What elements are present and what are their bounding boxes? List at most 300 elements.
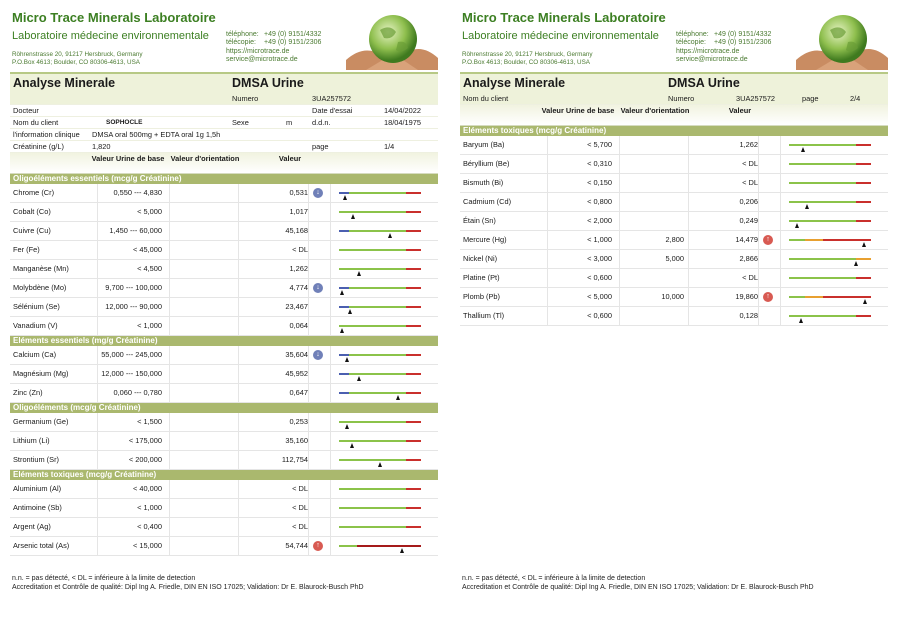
table-row — [10, 499, 438, 518]
table-row — [10, 480, 438, 499]
tel: +49 (0) 9151/4332 — [714, 31, 772, 38]
reference-range: < 1,000 — [587, 235, 612, 244]
value-marker — [345, 424, 349, 429]
value-marker — [357, 271, 361, 276]
numero-value: 3UA257572 — [736, 94, 776, 103]
reference-range: 0,550 --- 4,830 — [113, 188, 162, 197]
lab-address — [462, 51, 593, 66]
column-divider — [330, 298, 331, 316]
bar-segment — [406, 287, 421, 289]
column-divider — [780, 212, 781, 230]
element-name: Lithium (Li) — [13, 436, 50, 445]
column-headers — [460, 105, 888, 126]
reference-range: < 4,500 — [137, 264, 162, 273]
column-divider — [169, 413, 170, 431]
element-name: Cobalt (Co) — [13, 207, 51, 216]
client-name: SOPHOCLE — [106, 119, 143, 126]
column-divider — [330, 451, 331, 469]
bar-segment — [339, 230, 349, 232]
column-divider — [169, 203, 170, 221]
website-link[interactable]: https://microtrace.de — [676, 47, 740, 55]
column-divider — [169, 480, 170, 498]
bar-segment — [339, 440, 406, 442]
email-link[interactable]: service@microtrace.de — [226, 56, 298, 64]
table-row — [460, 174, 888, 193]
numero-label: Numero — [668, 94, 695, 103]
measured-value: 1,262 — [739, 140, 758, 149]
numero-label: Numero — [232, 94, 259, 103]
table-row — [460, 136, 888, 155]
column-divider — [308, 241, 309, 259]
column-divider — [758, 193, 759, 211]
measured-value: 35,604 — [285, 350, 308, 359]
measured-value: 4,774 — [289, 283, 308, 292]
column-divider — [169, 222, 170, 240]
table-row — [10, 413, 438, 432]
element-name: Baryum (Ba) — [463, 140, 505, 149]
element-name: Nickel (Ni) — [463, 254, 498, 263]
element-name: Antimoine (Sb) — [13, 503, 62, 512]
lab-subtitle: Laboratoire médecine environnementale — [462, 30, 659, 42]
globe-in-hands-logo — [796, 12, 888, 70]
column-divider — [330, 317, 331, 335]
bar-segment — [406, 268, 421, 270]
reference-range: < 40,000 — [133, 484, 162, 493]
bar-segment — [406, 306, 421, 308]
section-header: Oligoéléments essentiels (mcg/g Créatinine) — [10, 174, 438, 184]
table-row — [10, 384, 438, 403]
range-bar — [789, 315, 871, 317]
table-row — [10, 184, 438, 203]
patient-header — [10, 72, 438, 556]
orientation-value: 5,000 — [665, 254, 684, 263]
element-name: Béryllium (Be) — [463, 159, 510, 168]
fax: +49 (0) 9151/2306 — [264, 39, 322, 47]
range-bar — [789, 258, 871, 260]
range-bar — [339, 545, 421, 547]
range-bar — [339, 488, 421, 490]
range-bar — [339, 306, 421, 308]
table-row — [460, 155, 888, 174]
bar-segment — [349, 354, 406, 356]
column-divider — [308, 413, 309, 431]
element-name: Strontium (Sr) — [13, 455, 59, 464]
bar-segment — [789, 144, 856, 146]
report-page-1 — [10, 0, 450, 636]
measured-value: 45,168 — [285, 226, 308, 235]
bar-segment — [349, 230, 406, 232]
column-headers — [10, 153, 438, 174]
clinical-info-label: l'information clinique — [13, 130, 80, 139]
column-divider — [169, 518, 170, 536]
measured-value: 23,467 — [285, 302, 308, 311]
reference-range: < 0,800 — [587, 197, 612, 206]
value-marker — [862, 242, 866, 247]
column-divider — [758, 307, 759, 325]
doctor-label: Docteur — [13, 106, 39, 115]
bar-segment — [406, 459, 421, 461]
range-bar — [789, 239, 871, 241]
column-divider — [619, 193, 620, 211]
element-name: Zinc (Zn) — [13, 388, 43, 397]
measured-value: < DL — [292, 503, 308, 512]
client-label: Nom du client — [463, 94, 509, 103]
section-header: Eléments essentiels (mg/g Créatinine) — [10, 336, 438, 346]
lab-contact — [676, 31, 771, 65]
tel: +49 (0) 9151/4332 — [264, 31, 322, 38]
email-link[interactable]: service@microtrace.de — [676, 56, 748, 64]
column-divider — [169, 298, 170, 316]
range-bar — [339, 526, 421, 528]
bar-segment — [349, 373, 406, 375]
measured-value: 0,064 — [289, 321, 308, 330]
bar-segment — [339, 192, 349, 194]
reference-range: < 5,000 — [137, 207, 162, 216]
value-marker — [799, 318, 803, 323]
range-bar — [339, 268, 421, 270]
value-marker — [345, 357, 349, 362]
column-divider — [780, 155, 781, 173]
reference-range: < 0,310 — [587, 159, 612, 168]
column-divider — [169, 451, 170, 469]
column-divider — [780, 250, 781, 268]
element-name: Aluminium (Al) — [13, 484, 62, 493]
column-divider — [308, 537, 309, 555]
low-arrow-icon: ↓ — [313, 283, 323, 293]
bar-segment — [789, 201, 856, 203]
value-marker — [340, 290, 344, 295]
reference-range: < 5,000 — [587, 292, 612, 301]
column-divider — [169, 346, 170, 364]
low-arrow-icon: ↓ — [313, 188, 323, 198]
column-divider — [780, 136, 781, 154]
range-bar — [339, 192, 421, 194]
measured-value: < DL — [292, 245, 308, 254]
column-divider — [169, 241, 170, 259]
bar-segment — [856, 163, 871, 165]
column-divider — [308, 499, 309, 517]
col-value: Valeur — [278, 154, 302, 163]
bar-segment — [406, 488, 421, 490]
address-line-2: P.O.Box 4613; Boulder, CO 80306-4613, USA — [12, 58, 141, 66]
column-divider — [619, 212, 620, 230]
bar-segment — [406, 192, 421, 194]
element-name: Germanium (Ge) — [13, 417, 69, 426]
bar-segment — [856, 201, 871, 203]
client-label: Nom du client — [13, 118, 59, 127]
element-name: Argent (Ag) — [13, 522, 51, 531]
bar-segment — [406, 354, 421, 356]
range-bar — [789, 182, 871, 184]
high-arrow-icon: ↑ — [763, 235, 773, 245]
page-label: page — [312, 142, 329, 151]
measured-value: < DL — [742, 159, 758, 168]
element-name: Sélénium (Se) — [13, 302, 60, 311]
bar-segment — [789, 220, 856, 222]
bar-segment — [789, 163, 856, 165]
reference-range: < 1,000 — [137, 321, 162, 330]
table-row — [10, 317, 438, 336]
bar-segment — [349, 287, 406, 289]
bar-segment — [339, 545, 357, 547]
reference-range: < 2,000 — [587, 216, 612, 225]
table-row — [10, 298, 438, 317]
bar-segment — [789, 258, 856, 260]
bar-segment — [805, 239, 823, 241]
table-row — [460, 193, 888, 212]
bar-segment — [406, 211, 421, 213]
lab-contact — [226, 31, 321, 65]
bar-segment — [856, 258, 871, 260]
col-orientation: Valeur d'orientation — [170, 154, 240, 163]
element-name: Cuivre (Cu) — [13, 226, 51, 235]
range-bar — [339, 354, 421, 356]
value-marker — [350, 443, 354, 448]
reference-range: < 0,150 — [587, 178, 612, 187]
element-name: Vanadium (V) — [13, 321, 58, 330]
bar-segment — [406, 392, 421, 394]
reference-range: < 175,000 — [128, 436, 162, 445]
range-bar — [789, 296, 871, 298]
reference-range: < 1,000 — [137, 503, 162, 512]
column-divider — [330, 480, 331, 498]
bar-segment — [823, 296, 871, 298]
measured-value: < DL — [292, 484, 308, 493]
range-bar — [339, 287, 421, 289]
range-bar — [339, 507, 421, 509]
bar-segment — [349, 192, 406, 194]
reference-range: 12,000 --- 90,000 — [105, 302, 162, 311]
bar-segment — [406, 373, 421, 375]
column-divider — [308, 365, 309, 383]
sex-value: m — [286, 118, 293, 127]
element-name: Molybdène (Mo) — [13, 283, 67, 292]
bar-segment — [339, 325, 406, 327]
column-divider — [780, 288, 781, 306]
table-row — [10, 451, 438, 470]
element-name: Chrome (Cr) — [13, 188, 55, 197]
page-label: page — [802, 94, 819, 103]
numero-value: 3UA257572 — [312, 94, 352, 103]
reference-range: < 45,000 — [133, 245, 162, 254]
measured-value: 54,744 — [285, 541, 308, 550]
reference-range: < 200,000 — [128, 455, 162, 464]
bar-segment — [339, 526, 406, 528]
column-divider — [169, 537, 170, 555]
bar-segment — [406, 526, 421, 528]
website-link[interactable]: https://microtrace.de — [226, 47, 290, 55]
range-bar — [339, 249, 421, 251]
column-divider — [619, 174, 620, 192]
section-header: Eléments toxiques (mcg/g Créatinine) — [460, 126, 888, 136]
column-divider — [330, 346, 331, 364]
address-line-1: Röhrenstrasse 20, 91217 Hersbruck, Germany — [462, 51, 593, 58]
reference-range: < 5,700 — [587, 140, 612, 149]
table-row — [10, 222, 438, 241]
column-divider — [619, 307, 620, 325]
column-divider — [330, 184, 331, 202]
column-divider — [330, 413, 331, 431]
fax: +49 (0) 9151/2306 — [714, 39, 772, 47]
reference-range: 12,000 --- 150,000 — [101, 369, 162, 378]
reference-range: 1,450 --- 60,000 — [109, 226, 162, 235]
column-divider — [330, 365, 331, 383]
range-bar — [339, 459, 421, 461]
table-row — [10, 279, 438, 298]
column-divider — [780, 269, 781, 287]
test-name: DMSA Urine — [668, 76, 740, 90]
column-divider — [169, 384, 170, 402]
lab-subtitle: Laboratoire médecine environnementale — [12, 30, 209, 42]
col-base: Valeur Urine de base — [541, 106, 615, 115]
element-name: Mercure (Hg) — [463, 235, 507, 244]
footnote-legend: n.n. = pas détecté, < DL = inférieure à la limite de detection — [12, 575, 196, 582]
tel-label: téléphone: — [226, 31, 259, 38]
bar-segment — [789, 277, 856, 279]
value-marker — [805, 204, 809, 209]
value-marker — [378, 462, 382, 467]
reference-range: < 3,000 — [587, 254, 612, 263]
measured-value: 14,479 — [735, 235, 758, 244]
fax-label: télécopie: — [226, 39, 256, 47]
footnote-legend: n.n. = pas détecté, < DL = inférieure à la limite de detection — [462, 575, 646, 582]
value-marker — [357, 376, 361, 381]
patient-header — [460, 72, 888, 326]
element-name: Manganèse (Mn) — [13, 264, 69, 273]
col-value: Valeur — [728, 106, 752, 115]
bar-segment — [406, 421, 421, 423]
column-divider — [619, 269, 620, 287]
value-marker — [400, 548, 404, 553]
results-table — [10, 174, 438, 556]
reference-range: 9,700 --- 100,000 — [105, 283, 162, 292]
bar-segment — [349, 306, 406, 308]
footnote-accreditation: Accreditation et Contrôle de qualité: Dipl Ing A. Friedle, DIN EN ISO 17025; Validation: Dr E. Blaurock-Busch PhD — [12, 584, 364, 591]
bar-segment — [805, 296, 823, 298]
fax-label: télécopie: — [676, 39, 706, 47]
bar-segment — [856, 315, 871, 317]
reference-range: < 0,600 — [587, 311, 612, 320]
test-date: 14/04/2022 — [384, 106, 421, 115]
high-arrow-icon: ↑ — [763, 292, 773, 302]
bar-segment — [789, 239, 805, 241]
bar-segment — [339, 249, 406, 251]
table-row — [460, 212, 888, 231]
range-bar — [339, 392, 421, 394]
column-divider — [169, 317, 170, 335]
column-divider — [619, 155, 620, 173]
column-divider — [308, 260, 309, 278]
range-bar — [789, 201, 871, 203]
column-divider — [330, 222, 331, 240]
range-bar — [339, 325, 421, 327]
element-name: Plomb (Pb) — [463, 292, 500, 301]
address-line-2: P.O.Box 4613; Boulder, CO 80306-4613, USA — [462, 58, 591, 66]
element-name: Étain (Sn) — [463, 216, 496, 225]
element-name: Bismuth (Bi) — [463, 178, 504, 187]
bar-segment — [339, 354, 349, 356]
measured-value: 0,647 — [289, 388, 308, 397]
table-row — [10, 203, 438, 222]
column-divider — [758, 231, 759, 249]
column-divider — [308, 203, 309, 221]
column-divider — [619, 136, 620, 154]
bar-segment — [357, 545, 421, 547]
table-row — [10, 365, 438, 384]
measured-value: 112,754 — [281, 455, 308, 464]
range-bar — [339, 230, 421, 232]
column-divider — [169, 499, 170, 517]
bar-segment — [339, 373, 349, 375]
address-line-1: Röhrenstrasse 20, 91217 Hersbruck, Germany — [12, 51, 143, 58]
range-bar — [339, 373, 421, 375]
column-divider — [780, 193, 781, 211]
column-divider — [308, 298, 309, 316]
reference-range: < 15,000 — [133, 541, 162, 550]
column-divider — [308, 222, 309, 240]
column-divider — [330, 241, 331, 259]
range-bar — [789, 144, 871, 146]
element-name: Platine (Pt) — [463, 273, 500, 282]
lab-address — [12, 51, 143, 66]
measured-value: 0,206 — [739, 197, 758, 206]
table-row — [460, 250, 888, 269]
column-divider — [169, 184, 170, 202]
column-divider — [308, 480, 309, 498]
low-arrow-icon: ↓ — [313, 350, 323, 360]
column-divider — [330, 537, 331, 555]
section-header: Oligoéléments (mcg/g Créatinine) — [10, 403, 438, 413]
value-marker — [801, 147, 805, 152]
table-row — [10, 241, 438, 260]
creatinine-value: 1,820 — [92, 142, 111, 151]
range-bar — [339, 440, 421, 442]
range-bar — [339, 421, 421, 423]
test-name: DMSA Urine — [232, 76, 304, 90]
column-divider — [330, 203, 331, 221]
page-number: 2/4 — [850, 94, 861, 103]
bar-segment — [856, 182, 871, 184]
high-arrow-icon: ↑ — [313, 541, 323, 551]
measured-value: 0,531 — [289, 188, 308, 197]
dob-label: d.d.n. — [312, 118, 331, 127]
col-orientation: Valeur d'orientation — [620, 106, 690, 115]
reference-range: < 0,400 — [137, 522, 162, 531]
column-divider — [308, 451, 309, 469]
value-marker — [396, 395, 400, 400]
column-divider — [330, 432, 331, 450]
footnote-accreditation: Accreditation et Contrôle de qualité: Dipl Ing A. Friedle, DIN EN ISO 17025; Validation: Dr E. Blaurock-Busch PhD — [462, 584, 814, 591]
measured-value: < DL — [292, 522, 308, 531]
measured-value: 35,160 — [285, 436, 308, 445]
value-marker — [343, 195, 347, 200]
column-divider — [758, 155, 759, 173]
column-divider — [308, 184, 309, 202]
reference-range: < 1,500 — [137, 417, 162, 426]
column-divider — [758, 174, 759, 192]
table-row — [10, 518, 438, 537]
bar-segment — [789, 296, 805, 298]
column-divider — [758, 269, 759, 287]
orientation-value: 10,000 — [661, 292, 684, 301]
column-divider — [330, 384, 331, 402]
clinical-info: DMSA oral 500mg + EDTA oral 1g 1,5h — [92, 130, 221, 139]
value-marker — [340, 328, 344, 333]
bar-segment — [856, 220, 871, 222]
bar-segment — [856, 144, 871, 146]
column-divider — [169, 279, 170, 297]
measured-value: 19,860 — [735, 292, 758, 301]
